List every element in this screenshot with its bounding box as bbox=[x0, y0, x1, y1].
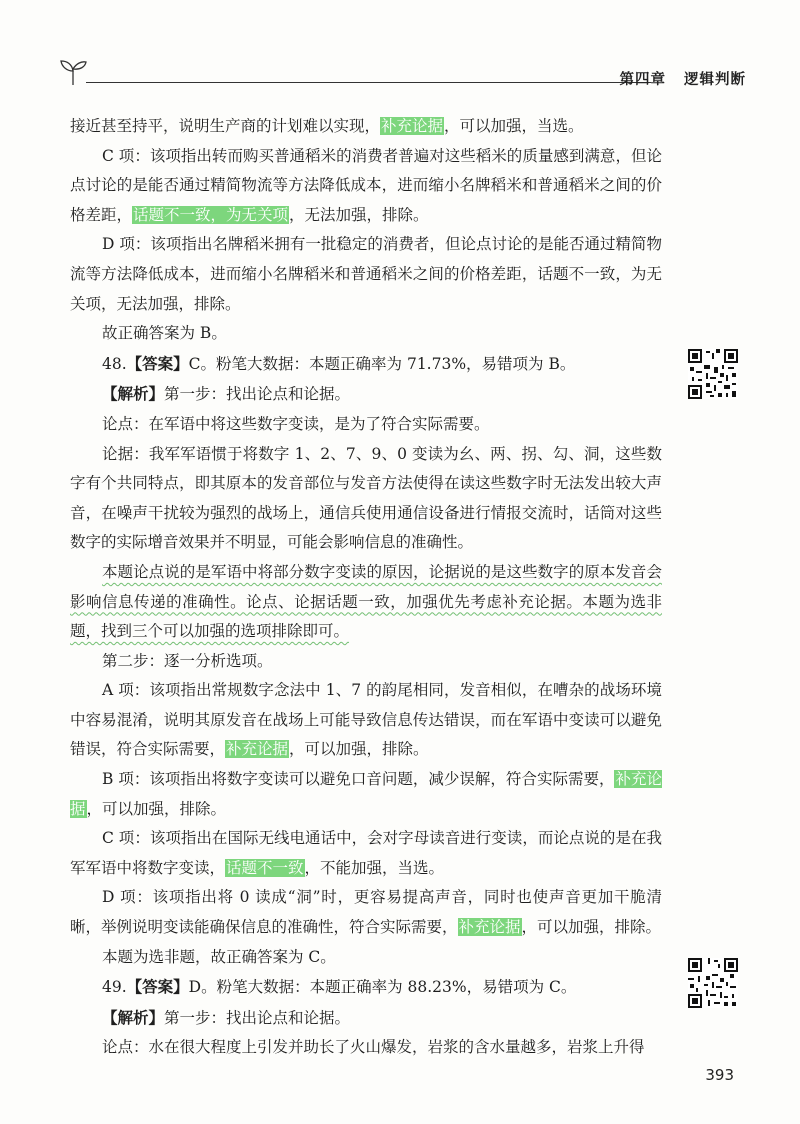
highlight: 补充论据 bbox=[70, 770, 662, 818]
header-rule bbox=[86, 82, 651, 83]
option-c-paragraph: C 项：该项指出在国际无线电通话中，会对字母读音进行变读，而论点说的是在我军军语中将数字变读，话题不一致，不能加强，当选。 bbox=[70, 829, 662, 877]
option-d-paragraph: D 项：该项指出将 0 读成“洞”时，更容易提高声音，同时也使声音更加干脆清晰，举例说明变读能确保信息的准确性，符合实际需要，补充论据，可以加强，排除。 bbox=[70, 888, 662, 937]
option-c-paragraph: C 项：该项指出转而购买普通稻米的消费者普遍对这些稻米的质量感到满意，但论点讨论的是能否通过精简物流等方法降低成本，进而缩小名牌稻米和普通稻米之间的价格差距，话题不一致，为无关项，无法加强，排除。 bbox=[70, 146, 662, 224]
option-b-paragraph: B 项：该项指出将数字变读可以避免口音问题，减少误解，符合实际需要，补充论据，可以加强，排除。 bbox=[70, 770, 662, 818]
highlight: 话题不一致 bbox=[226, 858, 304, 877]
page-header bbox=[56, 55, 746, 95]
answer-line: 本题为选非题，故正确答案为 C。 bbox=[102, 947, 336, 966]
highlight: 补充论据 bbox=[226, 740, 289, 759]
option-d-paragraph: D 项：该项指出名牌稻米拥有一批稳定的消费者，但论点讨论的是能否通过精简物流等方法降低成本，进而缩小名牌稻米和普通稻米之间的价格差距，话题不一致，为无关项，无法加强，排除。 bbox=[70, 235, 662, 313]
question-48-answer: 48.【答案】C。粉笔大数据：本题正确率为 71.73%，易错项为 B。 bbox=[102, 353, 576, 373]
paragraph: 接近甚至持平，说明生产商的计划难以实现，补充论据，可以加强，当选。 bbox=[70, 117, 584, 135]
qr-code[interactable] bbox=[688, 958, 738, 1008]
argument-point: 论点：水在很大程度上引发并助长了火山爆发，岩浆的含水量越多，岩浆上升得 bbox=[102, 1038, 645, 1057]
question-49-analysis: 【解析】第一步：找出论点和论据。 bbox=[102, 1007, 351, 1027]
page-body bbox=[70, 112, 662, 1063]
sprout-icon bbox=[56, 55, 90, 87]
step-two: 第二步：逐一分析选项。 bbox=[102, 651, 273, 670]
page-number: 393 bbox=[705, 1066, 734, 1084]
qr-code[interactable] bbox=[688, 349, 738, 399]
argument-point: 论点：在军语中将这些数字变读，是为了符合实际需要。 bbox=[102, 414, 490, 433]
highlight: 补充论据 bbox=[381, 117, 444, 135]
highlight: 补充论据 bbox=[458, 918, 521, 937]
option-a-paragraph: A 项：该项指出常规数字念法中 1、7 的韵尾相同，发音相似，在嘈杂的战场环境中容易混淆，说明其原发音在战场上可能导致信息传达错误，而在军语中变读可以避免错误，符合实际需要，补充论据，可以加强，排除。 bbox=[70, 681, 662, 759]
argument-evidence: 论据：我军军语惯于将数字 1、2、7、9、0 变读为幺、两、拐、勾、洞，这些数字有个共同特点，即其原本的发音部位与发音方法使得在读这些数字时无法发出较大声音，在噪声干扰较为强烈的战场上，通信兵使用通信设备进行情报交流时，话筒对这些数字的实际增音效果并不明显，可能会影响信息的准确性。 bbox=[70, 444, 662, 552]
question-48-analysis: 【解析】第一步：找出论点和论据。 bbox=[102, 384, 351, 404]
highlight: 话题不一致，为无关项 bbox=[133, 205, 289, 224]
answer-line: 故正确答案为 B。 bbox=[102, 324, 227, 343]
question-49-answer: 49.【答案】D。粉笔大数据：本题正确率为 88.23%，易错项为 C。 bbox=[102, 977, 577, 997]
chapter-title: 第四章 逻辑判断 bbox=[619, 72, 746, 88]
analysis-note: 本题论点说的是军语中将部分数字变读的原因，论据说的是这些数字的原本发音会影响信息传递的准确性。论点、论据话题一致，加强优先考虑补充论据。本题为选非题，找到三个可以加强的选项排除即可。 bbox=[70, 562, 662, 641]
